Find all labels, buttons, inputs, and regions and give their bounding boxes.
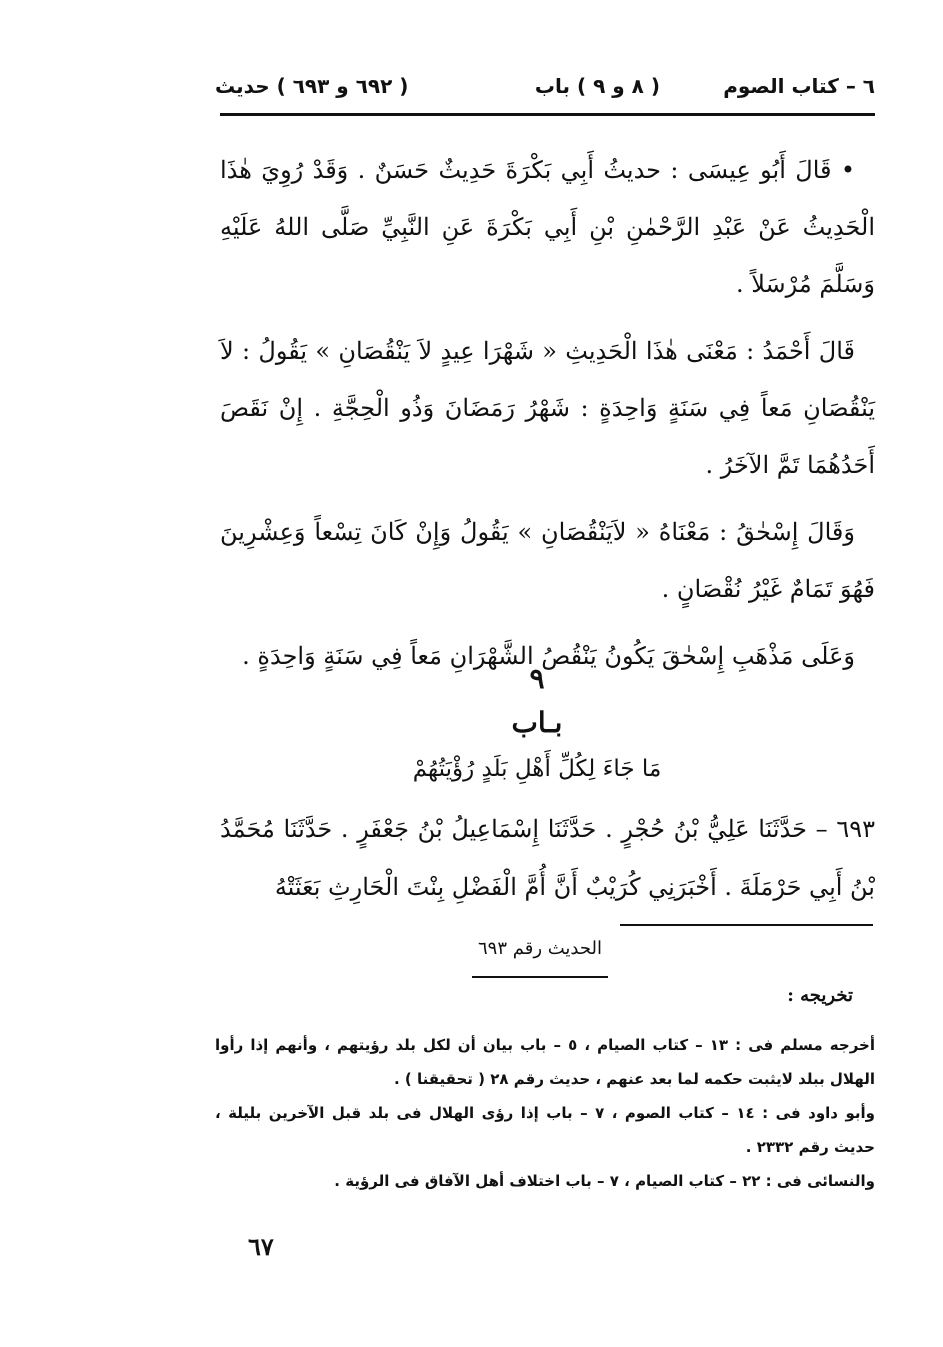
- paragraph-madhhab-ishaq: وَعَلَى مَذْهَبِ إِسْحٰقَ يَكُونُ يَنْقُصُ الشَّهْرَانِ مَعاً فِي سَنَةٍ وَاحِدَةٍ .: [242, 642, 855, 670]
- footnote-rule: [620, 924, 873, 926]
- running-header: [215, 62, 875, 112]
- header-rule: [220, 113, 875, 116]
- paragraph-abu-isa: • قَالَ أَبُو عِيسَى : حديثُ أَبِي بَكْرَةَ حَدِيثٌ حَسَنٌ . وَقَدْ رُوِيَ هٰذَا الْحَدِيثُ عَنْ عَبْدِ الرَّحْمٰنِ بْنِ أَبِي بَكْرَةَ عَنِ النَّبِيِّ صَلَّى اللهُ عَلَيْهِ وَسَلَّمَ مُرْسَلاً .: [220, 156, 875, 298]
- takhrij-label: تخريجه :: [787, 985, 853, 1006]
- commentary-text: [220, 142, 875, 695]
- chapter-number: ٩: [529, 662, 545, 695]
- header-chapter-ref: ( ٨ و ٩ ) باب: [534, 74, 660, 98]
- footnote-nasai: والنسائى فى : ٢٢ – كتاب الصيام ، ٧ – باب اختلاف أهل الآفاق فى الرؤية .: [334, 1172, 875, 1190]
- footnote-muslim: أخرجه مسلم فى : ١٣ – كتاب الصيام ، ٥ – باب بيان أن لكل بلد رؤيتهم ، وأنهم إذا رأوا الهلال ببلد لايثبت حكمه لما بعد عنهم ، حديث رقم ٢٨ ( تحقيقنا ) .: [215, 1036, 875, 1088]
- chapter-label: بـاب: [511, 706, 563, 739]
- hadith-text: [220, 800, 875, 916]
- paragraph-ishaq: وَقَالَ إِسْحٰقُ : مَعْنَاهُ « لاَيَنْقُصَانِ » يَقُولُ وَإِنْ كَانَ تِسْعاً وَعِشْرِينَ فَهُوَ تَمَامٌ غَيْرُ نُقْصَانٍ .: [220, 518, 875, 603]
- header-book-title: ٦ – كتاب الصوم: [723, 74, 875, 98]
- footnotes: [215, 1028, 875, 1198]
- page-number: ٦٧: [248, 1232, 274, 1261]
- footnote-abu-dawud: وأبو داود فى : ١٤ – كتاب الصوم ، ٧ – باب إذا رؤى الهلال فى بلد قبل الآخرين بليلة ، حديث رقم ٢٣٣٢ .: [215, 1104, 875, 1156]
- hadith-693-text: ٦٩٣ – حَدَّثَنَا عَلِيُّ بْنُ حُجْرٍ . حَدَّثَنَا إِسْمَاعِيلُ بْنُ جَعْفَرٍ . حَدَّثَنَا مُحَمَّدُ بْنُ أَبِي حَرْمَلَةَ . أَخْبَرَنِي كُرَيْبٌ أَنَّ أُمَّ الْفَضْلِ بِنْتَ الْحَارِثِ بَعَثَتْهُ: [220, 815, 875, 901]
- footnote-heading-rule: [472, 976, 608, 978]
- footnote-heading: الحديث رقم ٦٩٣: [478, 938, 602, 959]
- header-hadith-ref: ( ٦٩٢ و ٦٩٣ ) حديث: [215, 74, 409, 98]
- chapter-title: مَا جَاءَ لِكُلِّ أَهْلِ بَلَدٍ رُؤْيَتُهُمْ: [412, 756, 662, 782]
- paragraph-ahmad: قَالَ أَحْمَدُ : مَعْنَى هٰذَا الْحَدِيثِ « شَهْرَا عِيدٍ لاَ يَنْقُصَانِ » يَقُولُ : لاَ يَنْقُصَانِ مَعاً فِي سَنَةٍ وَاحِدَةٍ : شَهْرُ رَمَضَانَ وَذُو الْحِجَّةِ . إِنْ نَقَصَ أَحَدُهُمَا تَمَّ الآخَرُ .: [220, 337, 875, 479]
